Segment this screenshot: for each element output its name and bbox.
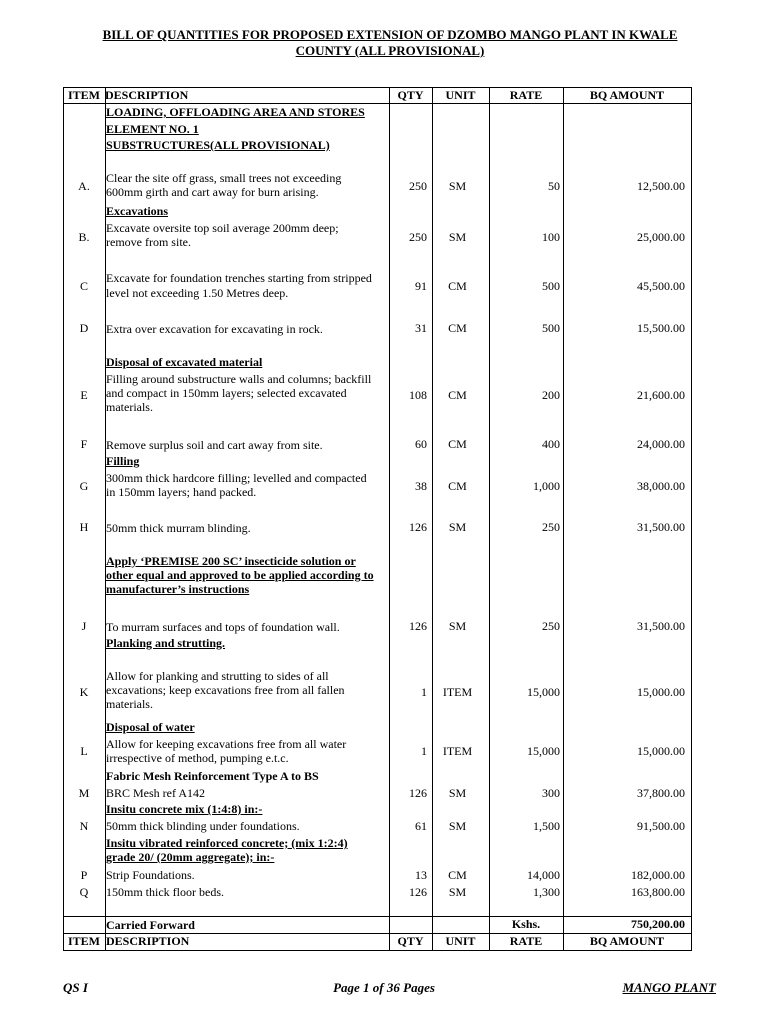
- item-unit: ITEM: [442, 685, 473, 699]
- item-code: H: [79, 520, 89, 534]
- item-description: Excavate oversite top soil average 200mm deep;: [106, 221, 339, 235]
- item-description: materials.: [106, 400, 153, 414]
- item-qty: 91: [415, 279, 427, 293]
- header-item: ITEM: [67, 934, 100, 948]
- item-rate: 250: [542, 619, 560, 633]
- item-amount: 38,000.00: [637, 479, 685, 493]
- item-unit: SM: [448, 786, 467, 800]
- item-amount: 31,500.00: [637, 619, 685, 633]
- item-rate: 500: [542, 321, 560, 335]
- item-subheading: Fabric Mesh Reinforcement Type A to BS: [106, 769, 319, 783]
- item-subheading: Insitu concrete mix (1:4:8) in:-: [106, 802, 263, 816]
- item-qty: 60: [415, 437, 427, 451]
- item-amount: 12,500.00: [637, 179, 685, 193]
- item-rate: 1,300: [533, 885, 560, 899]
- footer-left: QS I: [63, 980, 88, 995]
- item-description: Extra over excavation for excavating in rock.: [106, 322, 323, 336]
- bill-of-quantities-table: [63, 87, 692, 951]
- item-rate: 300: [542, 786, 560, 800]
- item-qty: 13: [415, 868, 427, 882]
- item-code: F: [80, 437, 88, 451]
- item-qty: 1: [421, 744, 427, 758]
- item-unit: CM: [448, 388, 467, 402]
- item-description: Remove surplus soil and cart away from site.: [106, 438, 323, 452]
- item-subheading: Apply ‘PREMISE 200 SC’ insecticide solution or: [106, 554, 356, 568]
- item-description: Allow for planking and strutting to sides of all: [106, 669, 329, 683]
- header-amount: BQ AMOUNT: [589, 934, 665, 948]
- item-code: D: [79, 321, 89, 335]
- item-rate: 200: [542, 388, 560, 402]
- item-amount: 37,800.00: [637, 786, 685, 800]
- header-description: DESCRIPTION: [105, 88, 189, 102]
- item-subheading: other equal and approved to be applied according to: [106, 568, 374, 582]
- item-description: materials.: [106, 697, 153, 711]
- table-border-bottom: [63, 950, 692, 951]
- item-description: Excavate for foundation trenches starting from stripped: [106, 271, 372, 285]
- header-rate: RATE: [509, 88, 543, 102]
- item-unit: CM: [448, 437, 467, 451]
- item-rate: 500: [542, 279, 560, 293]
- item-subheading: Planking and strutting.: [106, 636, 226, 650]
- header-rule: [63, 103, 692, 104]
- item-code: P: [80, 868, 88, 882]
- item-rate: 15,000: [527, 744, 560, 758]
- item-qty: 31: [415, 321, 427, 335]
- item-rate: 14,000: [527, 868, 560, 882]
- item-code: L: [80, 744, 88, 758]
- header-rate: RATE: [509, 934, 543, 948]
- item-qty: 250: [409, 230, 427, 244]
- item-subheading: Disposal of water: [106, 720, 195, 734]
- item-code: Q: [79, 885, 89, 899]
- item-description: irrespective of method, pumping e.t.c.: [106, 751, 289, 765]
- item-description: 150mm thick floor beds.: [106, 885, 224, 899]
- item-description: Filling around substructure walls and columns; backfill: [106, 372, 372, 386]
- item-amount: 182,000.00: [631, 868, 685, 882]
- header-qty: QTY: [397, 88, 424, 102]
- item-unit: SM: [448, 520, 467, 534]
- item-amount: 91,500.00: [637, 819, 685, 833]
- item-amount: 31,500.00: [637, 520, 685, 534]
- item-rate: 400: [542, 437, 560, 451]
- item-unit: SM: [448, 179, 467, 193]
- item-rate: 15,000: [527, 685, 560, 699]
- item-qty: 1: [421, 685, 427, 699]
- item-code: M: [78, 786, 90, 800]
- table-border-right: [691, 87, 692, 951]
- item-description: remove from site.: [106, 235, 191, 249]
- item-description: 50mm thick murram blinding.: [106, 521, 251, 535]
- item-unit: SM: [448, 885, 467, 899]
- item-code: B.: [78, 230, 90, 244]
- item-rate: 1,000: [533, 479, 560, 493]
- item-qty: 126: [409, 520, 427, 534]
- item-rate: 100: [542, 230, 560, 244]
- item-description: excavations; keep excavations free from all fallen: [106, 683, 345, 697]
- page-number: Page 1 of 36 Pages: [333, 980, 435, 995]
- item-description: To murram surfaces and tops of foundation wall.: [106, 620, 340, 634]
- item-subheading: manufacturer’s instructions: [106, 582, 250, 596]
- item-qty: 250: [409, 179, 427, 193]
- carried-forward-amount: 750,200.00: [631, 917, 685, 931]
- item-subheading: Filling: [106, 454, 140, 468]
- carried-forward-label: Carried Forward: [106, 918, 195, 932]
- item-code: K: [79, 685, 89, 699]
- item-amount: 15,500.00: [637, 321, 685, 335]
- item-qty: 38: [415, 479, 427, 493]
- item-qty: 61: [415, 819, 427, 833]
- item-subheading: Excavations: [106, 204, 169, 218]
- item-description: 50mm thick blinding under foundations.: [106, 819, 300, 833]
- title-line-2: COUNTY (ALL PROVISIONAL): [295, 43, 485, 58]
- item-qty: 126: [409, 619, 427, 633]
- item-unit: CM: [448, 279, 467, 293]
- item-rate: 50: [548, 179, 560, 193]
- element-heading: ELEMENT NO. 1: [106, 122, 199, 136]
- item-amount: 21,600.00: [637, 388, 685, 402]
- item-amount: 25,000.00: [637, 230, 685, 244]
- item-description: 300mm thick hardcore filling; levelled and compacted: [106, 471, 367, 485]
- header-qty: QTY: [397, 934, 424, 948]
- item-amount: 15,000.00: [637, 685, 685, 699]
- document-title: [60, 27, 720, 59]
- item-unit: ITEM: [442, 744, 473, 758]
- item-amount: 45,500.00: [637, 279, 685, 293]
- item-unit: SM: [448, 230, 467, 244]
- item-description: BRC Mesh ref A142: [106, 786, 205, 800]
- item-subheading: grade 20/ (20mm aggregate); in:-: [106, 850, 275, 864]
- item-description: Allow for keeping excavations free from all water: [106, 737, 347, 751]
- item-description: and compact in 150mm layers; selected excavated: [106, 386, 347, 400]
- subsection-heading: SUBSTRUCTURES(ALL PROVISIONAL): [106, 138, 330, 152]
- item-rate: 1,500: [533, 819, 560, 833]
- item-code: C: [79, 279, 88, 293]
- item-qty: 108: [409, 388, 427, 402]
- item-amount: 15,000.00: [637, 744, 685, 758]
- item-unit: CM: [448, 479, 467, 493]
- header-amount: BQ AMOUNT: [589, 88, 665, 102]
- section-heading: LOADING, OFFLOADING AREA AND STORES: [106, 105, 365, 119]
- item-unit: SM: [448, 819, 467, 833]
- item-code: A.: [78, 179, 90, 193]
- item-description: Strip Foundations.: [106, 868, 195, 882]
- currency-label: Kshs.: [511, 917, 541, 931]
- item-description: 600mm girth and cart away for burn arising.: [106, 185, 319, 199]
- footer-right: MANGO PLANT: [622, 980, 716, 995]
- title-line-1: BILL OF QUANTITIES FOR PROPOSED EXTENSION OF DZOMBO MANGO PLANT IN KWALE: [102, 27, 678, 42]
- item-description: level not exceeding 1.50 Metres deep.: [106, 286, 289, 300]
- item-description: in 150mm layers; hand packed.: [106, 485, 257, 499]
- header-unit: UNIT: [445, 88, 476, 102]
- item-subheading: Disposal of excavated material: [106, 355, 263, 369]
- item-code: J: [81, 619, 87, 633]
- item-unit: CM: [448, 321, 467, 335]
- header-item: ITEM: [67, 88, 100, 102]
- item-code: G: [79, 479, 89, 493]
- header-unit: UNIT: [445, 934, 476, 948]
- item-qty: 126: [409, 786, 427, 800]
- item-code: E: [80, 388, 88, 402]
- item-amount: 24,000.00: [637, 437, 685, 451]
- item-description: Clear the site off grass, small trees not exceeding: [106, 171, 342, 185]
- item-unit: CM: [448, 868, 467, 882]
- item-code: N: [79, 819, 89, 833]
- item-qty: 126: [409, 885, 427, 899]
- header-description: DESCRIPTION: [106, 934, 190, 948]
- item-rate: 250: [542, 520, 560, 534]
- item-unit: SM: [448, 619, 467, 633]
- item-subheading: Insitu vibrated reinforced concrete; (mix 1:2:4): [106, 836, 348, 850]
- item-amount: 163,800.00: [631, 885, 685, 899]
